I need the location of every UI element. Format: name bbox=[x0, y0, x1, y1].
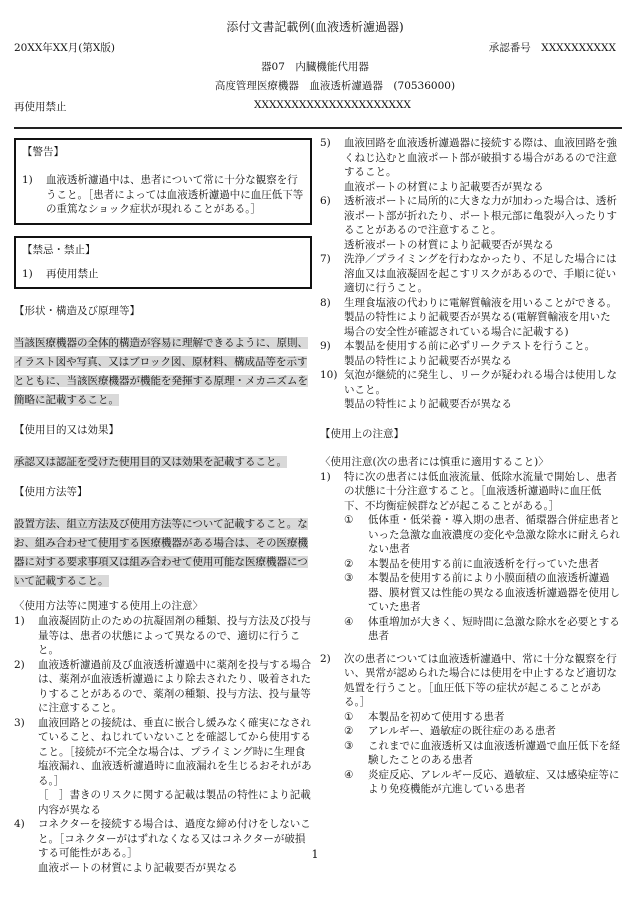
sub-item: ③ 本製品を使用する前により小膜面積の血液透析濾過器、膜材質又は性能の異なる血液透析濾過器を使用していた患者 bbox=[344, 572, 620, 613]
list-item: 1) 血液凝固防止のための抗凝固剤の種類、投与方法及び投与量等は、患者の状態によって異なるので、適切に行うこと。 bbox=[14, 615, 311, 656]
method-subheading: 〈使用方法等に関連する使用上の注意〉 bbox=[14, 600, 203, 612]
item-note: 製品の特性により記載要否が異なる bbox=[344, 354, 512, 367]
classification: 器07 内臓機能代用器 bbox=[261, 61, 369, 73]
list-item: 6) 透析液ポートに局所的に大きな力が加わった場合は、透析液ポート部が折れたり、ポート根元部に亀裂が入ったりすることがあるので注意すること。 透析液ポートの材質により記載要否が異なる bbox=[320, 194, 620, 252]
sub-item: ④ 体重増加が大きく、短時間に急激な除水を必要とする患者 bbox=[344, 615, 620, 642]
list-item: 4) コネクターを接続する場合は、過度な締め付けをしないこと。［コネクターがはずれなくなる又はコネクターが破損する可能性がある。］ 血液ポートの材質により記載要否が異なる bbox=[14, 818, 311, 874]
sub-list bbox=[344, 513, 620, 644]
sub-item: ④ 炎症反応、アレルギー反応、過敏症、又は感染症等により免疫機能が亢進している患者 bbox=[344, 768, 620, 795]
list-item: 9) 本製品を使用する前に必ずリークテストを行うこと。 製品の特性により記載要否が異なる bbox=[320, 339, 620, 368]
purpose-text: 承認又は認証を受けた使用目的又は効果を記載すること。 bbox=[14, 456, 287, 468]
sub-item: ③ これまでに血液透析又は血液透析濾過で血圧低下を経験したことのある患者 bbox=[344, 739, 620, 766]
item-note: 透析液ポートの材質により記載要否が異なる bbox=[344, 238, 554, 251]
item-note: 製品の特性により記載要否が異なる(電解質輸液を用いた場合の安全性が確認されている場合に記載する) bbox=[344, 311, 611, 338]
shape-heading: 【形状・構造及び原理等】 bbox=[14, 305, 140, 317]
caution-subheading: 〈使用注意(次の患者には慎重に適用すること)〉 bbox=[320, 455, 549, 468]
right-column bbox=[320, 136, 620, 797]
header-divider bbox=[14, 127, 622, 129]
sub-item: ① 低体重・低栄養・導入期の患者、循環器合併症患者といった急激な血液濃度の変化や急激な除水に耐えられない患者 bbox=[344, 514, 620, 555]
left-column bbox=[14, 138, 312, 875]
date-version: 20XX年XX月(第X版) bbox=[14, 42, 115, 54]
contraindication-list bbox=[22, 267, 304, 282]
sub-list bbox=[344, 710, 620, 797]
list-item: 10) 気泡が継続的に発生し、リークが疑われる場合は使用しないこと。 製品の特性により記載要否が異なる bbox=[320, 368, 620, 412]
caution-heading: 【使用上の注意】 bbox=[320, 427, 404, 440]
reuse-label: 再使用禁止 bbox=[14, 101, 67, 113]
method-caution-list-continued bbox=[320, 136, 620, 412]
shape-text: 当該医療機器の全体的構造が容易に理解できるように、原則、イラスト図や写真、又はブロック図、原材料、構成品等を示すとともに、当該医療機器が機能を発揮する原理・メカニズムを簡略に記載すること。 bbox=[14, 337, 308, 406]
list-item: 1) 再使用禁止 bbox=[22, 267, 99, 280]
list-item: 2) 血液透析濾過前及び血液透析濾過中に薬剤を投与する場合は、薬剤が血液透析濾過により除去されたり、吸着されたりすることがあるので、薬剤の種類、投与方法、投与量等に注意すること。 bbox=[14, 658, 311, 714]
device-class: 高度管理医療機器 血液透析濾過器 (70536000) bbox=[214, 80, 456, 92]
list-item: 1) 血液透析濾過中は、患者について常に十分な観察を行うこと。［患者によっては血液透析濾過中に血圧低下等の重篤なショック症状が現れることがある。］ bbox=[22, 174, 304, 215]
warning-list bbox=[22, 173, 304, 217]
item-note: 血液ポートの材質により記載要否が異なる bbox=[344, 180, 544, 193]
list-item: 3) 血液回路との接続は、垂直に嵌合し緩みなく確実になされていること、ねじれていないことを確認してから使用すること。［接続が不完全な場合は、プライミング時に生理食塩液漏れ、血液透析濾過時に血液漏れを生じるおそれがある。］ ［ ］書きのリスクに関する記載は製品の特性により記載内容が異なる bbox=[14, 716, 312, 816]
list-item: 5) 血液回路を血液透析濾過器に接続する際は、血液回路を強くねじ込むと血液ポート部が破損する場合があるので注意すること。 血液ポートの材質により記載要否が異なる bbox=[320, 136, 620, 194]
item-note: 血液ポートの材質により記載要否が異なる bbox=[38, 861, 238, 874]
page-number: 1 bbox=[311, 848, 319, 861]
sub-item: ② 本製品を使用する前に血液透析を行っていた患者 bbox=[344, 557, 599, 570]
list-item: 7) 洗浄／プライミングを行わなかったり、不足した場合には溶血又は血液凝固を起こすリスクがあるので、手順に従い適切に行うこと。 bbox=[320, 253, 617, 294]
item-note: ［ ］書きのリスクに関する記載は製品の特性により記載内容が異なる bbox=[38, 789, 311, 816]
contraindication-heading: 【禁忌・禁止】 bbox=[22, 243, 96, 256]
item-note: 製品の特性により記載要否が異なる bbox=[344, 398, 512, 410]
method-text: 設置方法、組立方法及び使用方法等について記載すること。なお、組み合わせて使用する医療機器がある場合は、その医療機器に対する要求事項又は組み合わせて使用可能な医療機器について記載すること。 bbox=[14, 518, 308, 587]
warning-heading: 【警告】 bbox=[22, 146, 64, 158]
contraindication-box bbox=[14, 236, 312, 290]
method-heading: 【使用方法等】 bbox=[14, 486, 88, 498]
document-title: 添付文書記載例(血液透析濾過器) bbox=[226, 20, 404, 34]
warning-box bbox=[14, 138, 312, 225]
list-item: 8) 生理食塩液の代わりに電解質輸液を用いることができる。 製品の特性により記載要否が異なる(電解質輸液を用いた場合の安全性が確認されている場合に記載する) bbox=[320, 296, 620, 340]
list-item: 2) 次の患者については血液透析濾過中、常に十分な観察を行い、異常が認められた場合には使用を中止するなど適切な処置を行うこと。［血圧低下等の症状が起こることがある。］ ① 本製品を初めて使用する患者 ② アレルギー、過敏症の既往症のある患者 ③ これまでに血液透析又は血液透析濾過で血圧低下を経験したことのある患者 ④ 炎症反応、アレルギー反応、過敏症、又は感染症等により免疫機能が亢進している患者 bbox=[320, 652, 620, 795]
sub-item: ① 本製品を初めて使用する患者 bbox=[344, 710, 505, 723]
method-caution-list bbox=[14, 614, 312, 875]
brand-name: XXXXXXXXXXXXXXXXXXXXX bbox=[254, 99, 411, 111]
caution-list bbox=[320, 470, 620, 797]
purpose-heading: 【使用目的又は効果】 bbox=[14, 424, 119, 436]
approval-number: 承認番号 XXXXXXXXXX bbox=[488, 42, 616, 54]
sub-item: ② アレルギー、過敏症の既往症のある患者 bbox=[344, 725, 556, 737]
list-item: 1) 特に次の患者には低血液流量、低除水流量で開始し、患者の状態に十分注意すること。［血液透析濾過時に血圧低下、不均衡症候群などが起こることがある。］ ① 低体重・低栄養・導入期の患者、循環器合併症患者といった急激な血液濃度の変化や急激な除水に耐えられない患者 ② 本製品を使用する前に血液透析を行っていた患者 ③ 本製品を使用する前により小膜面積の血液透析濾過器、膜材質又は性能の異なる血液透析濾過器を使用していた患者 ④ 体重増加が大きく、短時間に急激な除水を必要とする患者 bbox=[320, 470, 620, 642]
